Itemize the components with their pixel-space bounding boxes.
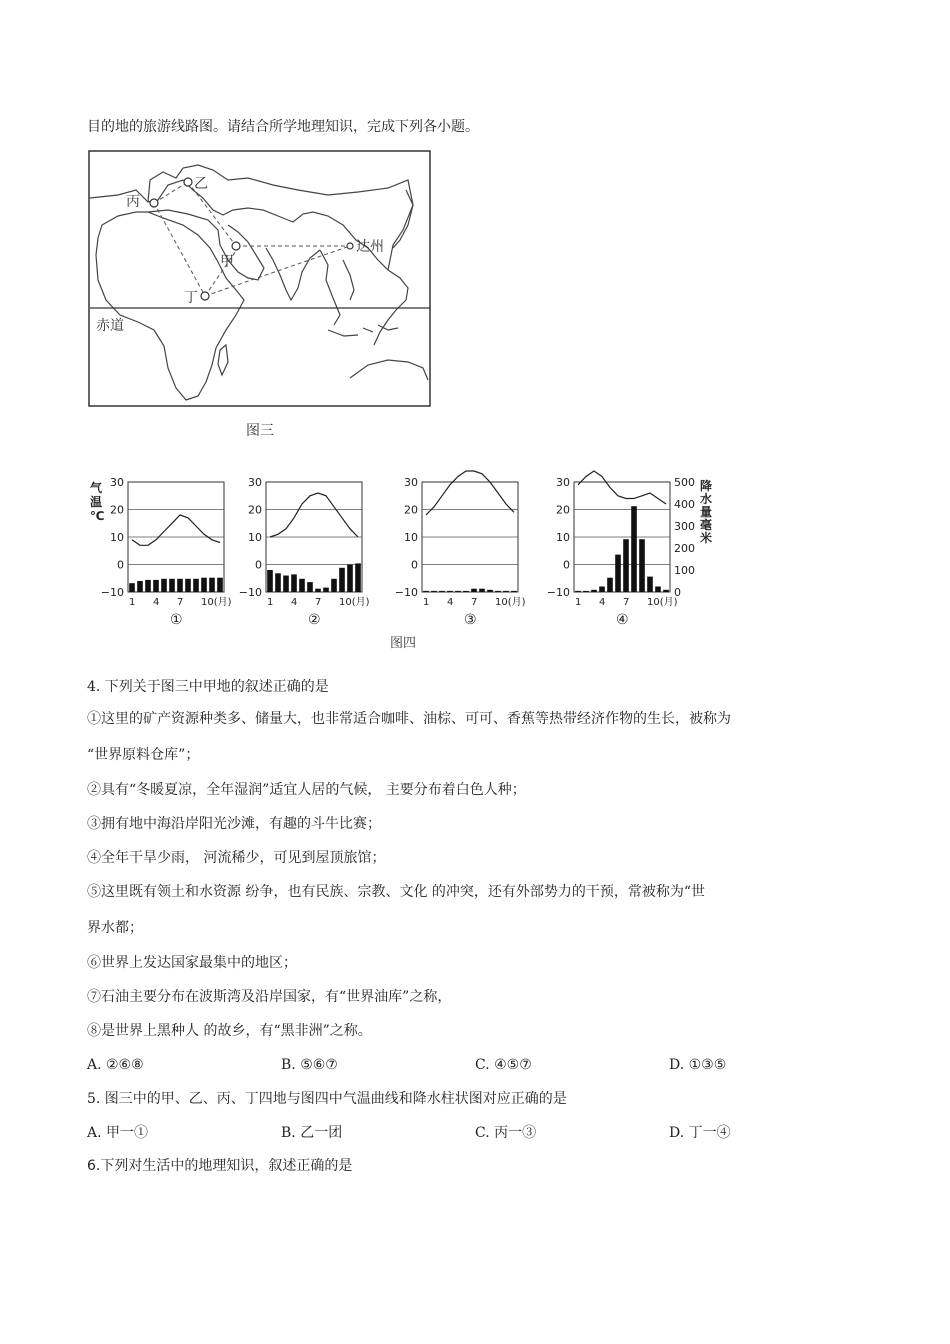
precip-bar bbox=[185, 579, 191, 592]
precip-tick-label: 100 bbox=[674, 564, 695, 577]
label-dazhou: 达州 bbox=[356, 239, 384, 255]
temp-tick-label: 30 bbox=[110, 476, 124, 489]
month-tick-label: 1 bbox=[423, 597, 430, 608]
figure4-caption: 图四 bbox=[390, 636, 417, 651]
precip-bar bbox=[339, 568, 345, 592]
figure4-climate-charts bbox=[86, 470, 726, 650]
left-axis-title-char: 气 bbox=[90, 481, 103, 495]
right-axis-title-char: 降 bbox=[700, 479, 713, 493]
month-tick-label: 4 bbox=[447, 597, 454, 608]
precip-bar bbox=[639, 539, 645, 592]
precip-bar bbox=[495, 591, 501, 592]
q5-option-a[interactable]: A. 甲一① bbox=[87, 1125, 149, 1141]
q5-option-b[interactable]: B. 乙一团 bbox=[281, 1125, 343, 1141]
precip-bar bbox=[201, 578, 207, 592]
q4-option-a[interactable]: A. ②⑥⑧ bbox=[87, 1057, 144, 1073]
q4-option-b[interactable]: B. ⑤⑥⑦ bbox=[281, 1057, 338, 1073]
temp-tick-label: −10 bbox=[394, 586, 418, 599]
precip-bar bbox=[479, 589, 485, 592]
precip-bar bbox=[355, 563, 361, 592]
month-tick-label: 4 bbox=[153, 597, 160, 608]
q6-stem: 6.下列对生活中的地理知识，叙述正确的是 bbox=[87, 1158, 353, 1174]
month-tick-label: 10(月) bbox=[339, 597, 370, 608]
precip-tick-label: 400 bbox=[674, 498, 695, 511]
precip-bar bbox=[455, 591, 461, 592]
temp-tick-label: 0 bbox=[255, 558, 262, 572]
precip-bar bbox=[591, 590, 597, 592]
month-tick-label: 1 bbox=[267, 597, 274, 608]
temp-tick-label: −10 bbox=[238, 586, 262, 599]
month-tick-label: 7 bbox=[177, 597, 184, 608]
precip-bar bbox=[511, 591, 517, 592]
precip-bar bbox=[575, 591, 581, 592]
temp-tick-label: 10 bbox=[556, 531, 570, 544]
precip-bar bbox=[623, 539, 629, 592]
precip-tick-label: 200 bbox=[674, 542, 695, 555]
point-ding bbox=[201, 292, 209, 300]
precip-bar bbox=[307, 582, 313, 592]
precip-bar bbox=[291, 574, 297, 592]
q4-item-3: ③拥有地中海沿岸阳光沙滩，有趣的斗牛比赛； bbox=[87, 816, 381, 832]
month-tick-label: 10(月) bbox=[495, 597, 526, 608]
precip-bar bbox=[463, 591, 469, 592]
point-bing bbox=[150, 199, 158, 207]
panel-label: ① bbox=[170, 612, 183, 628]
left-axis-title-char: ℃ bbox=[90, 509, 105, 523]
figure3-map bbox=[88, 150, 433, 410]
q5-stem: 5. 图三中的甲、乙、丙、丁四地与图四中气温曲线和降水柱状图对应正确的是 bbox=[87, 1091, 567, 1107]
month-tick-label: 1 bbox=[575, 597, 582, 608]
temp-tick-label: 30 bbox=[556, 476, 570, 489]
right-axis-title-char: 毫 bbox=[700, 518, 713, 532]
month-tick-label: 7 bbox=[471, 597, 478, 608]
temp-tick-label: 10 bbox=[248, 531, 262, 544]
precip-bar bbox=[209, 578, 215, 592]
precip-bar bbox=[331, 579, 337, 592]
precip-bar bbox=[153, 580, 159, 592]
temp-tick-label: 0 bbox=[563, 558, 570, 572]
precip-bar bbox=[137, 581, 143, 592]
label-yi: 乙 bbox=[194, 176, 208, 192]
month-tick-label: 4 bbox=[599, 597, 606, 608]
point-dazhou bbox=[347, 243, 353, 249]
point-yi bbox=[184, 178, 192, 186]
precip-bar bbox=[129, 583, 135, 592]
month-tick-label: 7 bbox=[315, 597, 322, 608]
q4-option-d[interactable]: D. ①③⑤ bbox=[669, 1057, 727, 1073]
left-axis-title-char: 温 bbox=[90, 495, 103, 509]
q4-option-c[interactable]: C. ④⑤⑦ bbox=[475, 1057, 532, 1073]
temperature-curve bbox=[578, 471, 666, 504]
precip-bar bbox=[471, 589, 477, 592]
temp-tick-label: 10 bbox=[110, 531, 124, 544]
precip-bar bbox=[631, 506, 637, 592]
figure3-caption: 图三 bbox=[246, 423, 274, 439]
precip-bar bbox=[161, 579, 167, 592]
q4-item-1a: ①这里的矿产资源种类多、储量大，也非常适合咖啡、油棕、可可、香蕉等热带经济作物的生长，被称为 bbox=[87, 711, 731, 727]
q4-item-6: ⑥世界上发达国家最集中的地区； bbox=[87, 955, 297, 971]
temp-tick-label: 20 bbox=[404, 503, 418, 517]
precip-bar bbox=[423, 591, 429, 592]
precip-tick-label: 300 bbox=[674, 520, 695, 533]
right-axis-title-char: 米 bbox=[700, 531, 713, 545]
label-jia: 甲 bbox=[220, 254, 234, 270]
precip-bar bbox=[663, 590, 669, 592]
temperature-curve bbox=[426, 471, 514, 515]
panel-label: ③ bbox=[464, 612, 477, 628]
temperature-curve bbox=[270, 493, 358, 537]
month-tick-label: 7 bbox=[623, 597, 630, 608]
precip-bar bbox=[145, 580, 151, 592]
precip-bar bbox=[615, 555, 621, 592]
temp-tick-label: 20 bbox=[110, 503, 124, 517]
temp-tick-label: 0 bbox=[411, 558, 418, 572]
precip-bar bbox=[487, 590, 493, 592]
precip-bar bbox=[583, 591, 589, 592]
precip-bar bbox=[439, 591, 445, 592]
point-jia bbox=[232, 242, 240, 250]
q4-item-5a: ⑤这里既有领土和水资源 纷争，也有民族、宗教、文化 的冲突，还有外部势力的干预，常被称为“世 bbox=[87, 884, 706, 900]
month-tick-label: 1 bbox=[129, 597, 136, 608]
panel-label: ② bbox=[308, 612, 321, 628]
precip-bar bbox=[347, 565, 353, 593]
month-tick-label: 4 bbox=[291, 597, 298, 608]
q5-option-c[interactable]: C. 丙一③ bbox=[475, 1125, 537, 1141]
q4-item-4: ④全年干旱少雨， 河流稀少，可见到屋顶旅馆； bbox=[87, 850, 386, 866]
intro-text: 目的地的旅游线路图。请结合所学地理知识，完成下列各小题。 bbox=[87, 119, 479, 135]
temp-tick-label: 10 bbox=[404, 531, 418, 544]
precip-bar bbox=[267, 570, 273, 592]
q4-item-1b: “世界原料仓库”； bbox=[87, 747, 200, 763]
q4-item-8: ⑧是世界上黑种人 的故乡，有“黑非洲”之称。 bbox=[87, 1023, 372, 1039]
label-ding: 丁 bbox=[184, 290, 198, 306]
temp-tick-label: 20 bbox=[248, 503, 262, 517]
precip-bar bbox=[193, 579, 199, 592]
precip-bar bbox=[169, 579, 175, 592]
panel-label: ④ bbox=[616, 612, 629, 628]
month-tick-label: 10(月) bbox=[201, 597, 232, 608]
temp-tick-label: 0 bbox=[117, 558, 124, 572]
temp-tick-label: −10 bbox=[546, 586, 570, 599]
precip-bar bbox=[299, 579, 305, 592]
q4-stem: 4. 下列关于图三中甲地的叙述正确的是 bbox=[87, 679, 329, 695]
precip-bar bbox=[503, 591, 509, 592]
right-axis-title-char: 水 bbox=[700, 492, 713, 506]
q5-option-d[interactable]: D. 丁一④ bbox=[669, 1125, 731, 1141]
temp-tick-label: 20 bbox=[556, 503, 570, 517]
temp-tick-label: 30 bbox=[248, 476, 262, 489]
temp-tick-label: −10 bbox=[100, 586, 124, 599]
precip-bar bbox=[177, 579, 183, 592]
precip-bar bbox=[275, 573, 281, 592]
precip-bar bbox=[647, 577, 653, 592]
precip-bar bbox=[655, 587, 661, 593]
temp-tick-label: 30 bbox=[404, 476, 418, 489]
q4-item-5b: 界水都； bbox=[87, 920, 143, 936]
precip-bar bbox=[217, 578, 223, 592]
label-bing: 丙 bbox=[126, 194, 140, 210]
q4-item-2: ②具有“冬暖夏凉，全年湿润”适宜人居的气候， 主要分布着白色人种； bbox=[87, 782, 526, 798]
month-tick-label: 10(月) bbox=[647, 597, 678, 608]
q4-item-7: ⑦石油主要分布在波斯湾及沿岸国家，有“世界油库”之称， bbox=[87, 989, 452, 1005]
precip-tick-label: 500 bbox=[674, 476, 695, 489]
right-axis-title-char: 量 bbox=[700, 505, 713, 519]
precip-bar bbox=[599, 587, 605, 593]
precip-tick-label: 0 bbox=[674, 586, 681, 599]
precip-bar bbox=[607, 578, 613, 592]
precip-bar bbox=[323, 588, 329, 592]
precip-bar bbox=[283, 576, 289, 593]
precip-bar bbox=[315, 589, 321, 592]
precip-bar bbox=[447, 591, 453, 592]
label-equator: 赤道 bbox=[96, 318, 124, 334]
precip-bar bbox=[431, 591, 437, 592]
temperature-curve bbox=[132, 515, 220, 545]
